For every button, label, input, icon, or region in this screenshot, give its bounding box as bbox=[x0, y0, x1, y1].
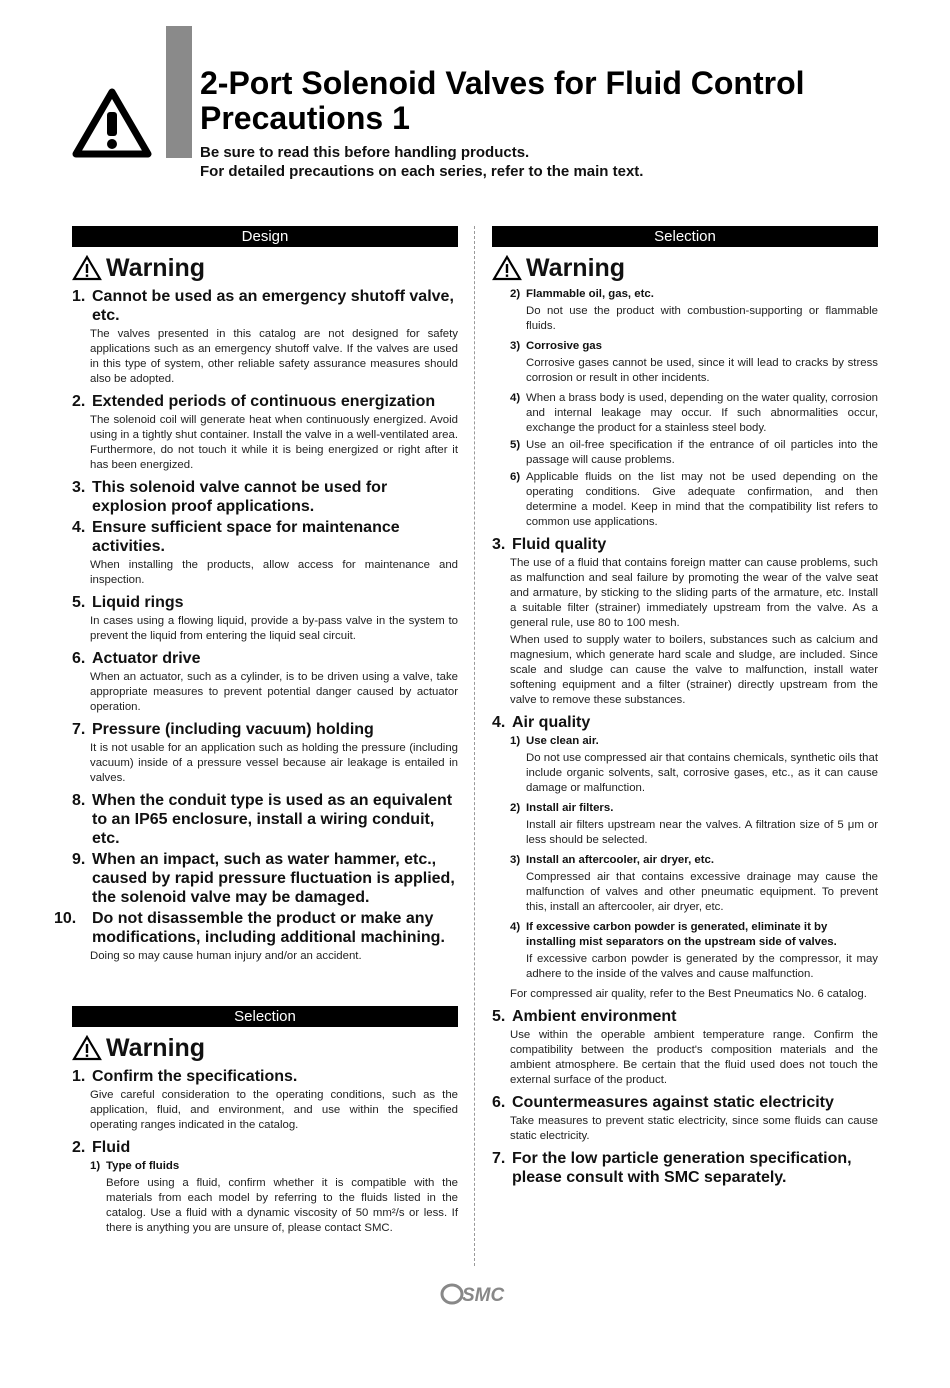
item-body: It is not usable for an application such as holding the pressure (including vacuum) inside of a pressure vessel because air leakage is entailed in valves. bbox=[90, 742, 458, 784]
sub-body: Applicable fluids on the list may not be used depending on the operating conditions. Give adequate confirmation, and then determine a model. Keep in mind that the compatibility list refers to common use applications. bbox=[526, 471, 878, 528]
sub-body: Install air filters upstream near the valves. A filtration size of 5 μm or less should be selected. bbox=[526, 819, 878, 846]
right-column bbox=[492, 226, 878, 1189]
item-body: When installing the products, allow access for maintenance and inspection. bbox=[90, 559, 458, 586]
item-body: When used to supply water to boilers, substances such as calcium and magnesium, which generate hard scale and sludge, are included. Since scale and sludge can cause the valve to malfunction, install water softening equipment and a filter (strainer) directly upstream from the valve to remove these substances. bbox=[510, 634, 878, 706]
warning-icon bbox=[492, 255, 522, 281]
sub-item bbox=[510, 438, 878, 468]
sub-number: 5) bbox=[510, 439, 521, 451]
sub-number: 2) bbox=[510, 802, 521, 814]
design-item bbox=[72, 720, 458, 786]
logo-text: SMC bbox=[462, 1285, 505, 1306]
sub-title: Install air filters. bbox=[526, 802, 614, 814]
sub-body: Do not use the product with combustion-supporting or flammable fluids. bbox=[526, 305, 878, 332]
item-body: Give careful consideration to the operating conditions, such as the application, fluid, and environment, and use within the specified operating ranges indicated in the catalog. bbox=[90, 1089, 458, 1131]
sub-heading bbox=[510, 801, 878, 816]
item-number: 9. bbox=[72, 851, 86, 868]
warning-heading bbox=[72, 251, 458, 285]
sub-body: Compressed air that contains excessive drainage may cause the malfunction of valves and other pneumatic equipment. To prevent this, install an aftercooler, air dryer, etc. bbox=[526, 871, 878, 913]
item-number: 1. bbox=[72, 288, 86, 305]
item-title: Actuator drive bbox=[92, 650, 201, 667]
item-number: 4. bbox=[492, 714, 506, 731]
subtitle-line-2: For detailed precautions on each series, refer to the main text. bbox=[200, 163, 644, 180]
sub-heading bbox=[510, 339, 878, 354]
item-number: 2. bbox=[72, 393, 86, 410]
warning-label: Warning bbox=[106, 253, 206, 282]
design-item bbox=[72, 649, 458, 715]
item-title: When an impact, such as water hammer, etc., caused by rapid pressure fluctuation is applied, the solenoid valve may be damaged. bbox=[92, 851, 455, 906]
air-quality-note: For compressed air quality, refer to the Best Pneumatics No. 6 catalog. bbox=[510, 988, 867, 1000]
item-title: When the conduit type is used as an equivalent to an IP65 enclosure, install a wiring conduit, etc. bbox=[92, 792, 453, 847]
item-title: Fluid quality bbox=[512, 536, 607, 553]
item-number: 3. bbox=[72, 479, 86, 496]
item-body: In cases using a flowing liquid, provide a by-pass valve in the system to prevent the liquid from entering the liquid seal circuit. bbox=[90, 615, 458, 642]
item-number: 10. bbox=[54, 910, 77, 927]
warning-label: Warning bbox=[106, 1033, 206, 1062]
item-title: For the low particle generation specification, please consult with SMC separately. bbox=[512, 1150, 852, 1186]
sub-item bbox=[510, 391, 878, 436]
item-number: 5. bbox=[492, 1008, 506, 1025]
item-body: Use within the operable ambient temperature range. Confirm the compatibility between the product's composition materials and the ambient atmosphere. Be certain that the fluid used does not touch the external surface of the product. bbox=[510, 1029, 878, 1086]
sub-number: 1) bbox=[510, 735, 521, 747]
sub-title: Flammable oil, gas, etc. bbox=[526, 288, 654, 300]
item-body: The valves presented in this catalog are not designed for safety applications such as an emergency shutoff valve. If the valves are used in this type of system, other reliable safety assurance measures should also be adopted. bbox=[90, 328, 458, 385]
warning-label: Warning bbox=[526, 253, 626, 282]
design-item bbox=[72, 478, 458, 516]
sub-body: When a brass body is used, depending on the water quality, corrosion and internal leakage may occur. If such abnormalities occur, exchange the product for a stainless steel body. bbox=[526, 392, 878, 434]
item-number: 4. bbox=[72, 519, 86, 536]
item-body: The use of a fluid that contains foreign matter can cause problems, such as malfunction and seal failure by promoting the wear of the valve seat and armature, by sticking to the sliding parts of the armature, etc. Install a suitable filter (strainer) immediately upstream from the valve. As a general rule, use 80 to 100 mesh. bbox=[510, 557, 878, 629]
warning-triangle-icon bbox=[72, 86, 152, 158]
design-item bbox=[72, 593, 458, 644]
design-item bbox=[72, 392, 458, 473]
sub-title: Install an aftercooler, air dryer, etc. bbox=[526, 854, 715, 866]
sub-title: Type of fluids bbox=[106, 1160, 180, 1172]
item-number: 7. bbox=[72, 721, 86, 738]
item-number: 2. bbox=[72, 1139, 86, 1156]
item-title: Do not disassemble the product or make any modifications, including additional machining. bbox=[92, 910, 445, 946]
item-number: 6. bbox=[492, 1094, 506, 1111]
item-title: Liquid rings bbox=[92, 594, 184, 611]
sub-body: Before using a fluid, confirm whether it is compatible with the materials from each model by referring to the fluids listed in the catalog. Use a fluid with a dynamic viscosity of 50 mm²/s or less. If there is anything you are unsure of, please contact SMC. bbox=[106, 1177, 458, 1234]
item-number: 1. bbox=[72, 1068, 86, 1085]
warning-icon bbox=[72, 1035, 102, 1061]
item-body: Doing so may cause human injury and/or an accident. bbox=[90, 950, 362, 962]
item-title: This solenoid valve cannot be used for explosion proof applications. bbox=[92, 479, 388, 515]
sub-item bbox=[510, 470, 878, 530]
page-title bbox=[200, 66, 805, 136]
sub-heading bbox=[510, 853, 878, 868]
item-title: Extended periods of continuous energization bbox=[92, 393, 436, 410]
item-body: The solenoid coil will generate heat when continuously energized. Avoid using in a tightly shut container. Install the valve in a well-ventilated area. Furthermore, do not touch it while it is being energized or right after it has been energized. bbox=[90, 414, 458, 471]
item-number: 5. bbox=[72, 594, 86, 611]
title-line-1: 2-Port Solenoid Valves for Fluid Control bbox=[200, 65, 805, 101]
item-number: 3. bbox=[492, 536, 506, 553]
sub-heading bbox=[90, 1159, 458, 1174]
sub-heading bbox=[510, 287, 878, 302]
item-title: Air quality bbox=[512, 714, 591, 731]
item-title: Fluid bbox=[92, 1139, 131, 1156]
design-item bbox=[72, 518, 458, 588]
page-subtitle bbox=[200, 143, 643, 181]
header-accent-bar bbox=[166, 26, 192, 158]
section-bar-selection: Selection bbox=[72, 1006, 458, 1027]
warning-heading bbox=[72, 1031, 458, 1065]
design-item bbox=[72, 287, 458, 387]
item-title: Countermeasures against static electricity bbox=[512, 1094, 834, 1111]
item-body: When an actuator, such as a cylinder, is to be driven using a valve, take appropriate measures to prevent potential danger caused by actuator operation. bbox=[90, 671, 458, 713]
warning-icon bbox=[72, 255, 102, 281]
sub-body: Corrosive gases cannot be used, since it will lead to cracks by stress corrosion or result in other incidents. bbox=[526, 357, 878, 384]
sub-number: 2) bbox=[510, 288, 521, 300]
sub-number: 1) bbox=[90, 1160, 101, 1172]
sub-title: Corrosive gas bbox=[526, 340, 602, 352]
item-title: Pressure (including vacuum) holding bbox=[92, 721, 374, 738]
sub-body: Do not use compressed air that contains chemicals, synthetic oils that include organic solvents, salt, corrosive gases, etc., as it can cause damage or malfunction. bbox=[526, 752, 878, 794]
design-item bbox=[72, 791, 458, 848]
item-number: 6. bbox=[72, 650, 86, 667]
section-bar-design: Design bbox=[72, 226, 458, 247]
sub-number: 6) bbox=[510, 471, 521, 483]
item-title: Confirm the specifications. bbox=[92, 1068, 298, 1085]
section-bar-selection: Selection bbox=[492, 226, 878, 247]
sub-title: Use clean air. bbox=[526, 735, 599, 747]
item-number: 8. bbox=[72, 792, 86, 809]
item-title: Ensure sufficient space for maintenance activities. bbox=[92, 519, 400, 555]
sub-body: If excessive carbon powder is generated by the compressor, it may adhere to the inside of the valves and cause malfunction. bbox=[526, 953, 878, 980]
subtitle-line-1: Be sure to read this before handling products. bbox=[200, 144, 530, 161]
item-title: Cannot be used as an emergency shutoff valve, etc. bbox=[92, 288, 454, 324]
sub-heading bbox=[510, 920, 878, 950]
design-item bbox=[54, 909, 458, 964]
item-title: Ambient environment bbox=[512, 1008, 677, 1025]
sub-number: 3) bbox=[510, 340, 521, 352]
item-number: 7. bbox=[492, 1150, 506, 1167]
title-line-2: Precautions 1 bbox=[200, 100, 410, 136]
design-item bbox=[72, 850, 458, 907]
sub-number: 4) bbox=[510, 392, 521, 404]
sub-body: Use an oil-free specification if the entrance of oil particles into the passage will cause problems. bbox=[526, 439, 878, 466]
sub-heading bbox=[510, 734, 878, 749]
smc-logo bbox=[440, 1282, 510, 1306]
sub-number: 3) bbox=[510, 854, 521, 866]
warning-heading bbox=[492, 251, 878, 285]
item-body: Take measures to prevent static electricity, since some fluids can cause static electricity. bbox=[510, 1115, 878, 1142]
column-divider bbox=[474, 226, 475, 1266]
left-column bbox=[54, 226, 458, 1241]
sub-number: 4) bbox=[510, 921, 521, 933]
sub-title: If excessive carbon powder is generated, eliminate it by installing mist separators on the upstream side of valves. bbox=[526, 921, 837, 948]
